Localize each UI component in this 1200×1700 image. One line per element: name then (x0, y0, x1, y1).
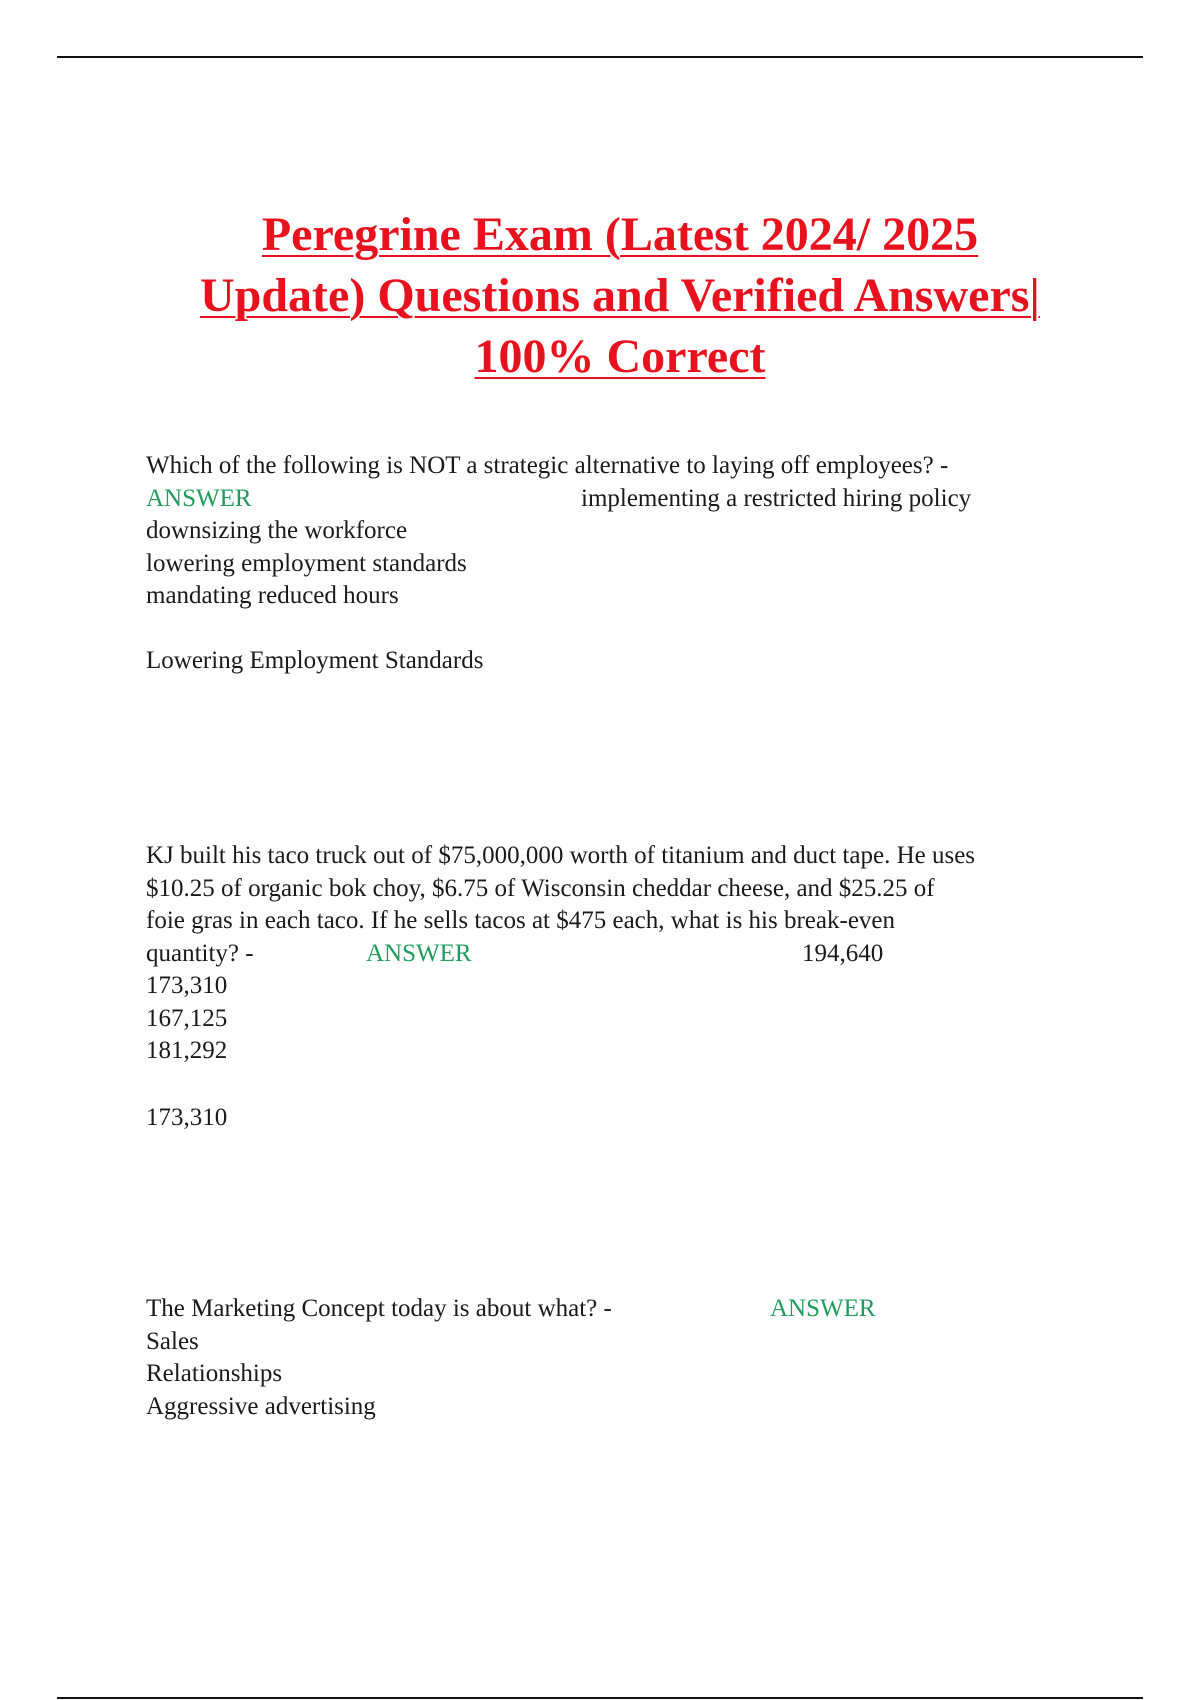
question-3-option: Sales (146, 1327, 199, 1355)
question-block-2 (146, 840, 1146, 1134)
answer-label: ANSWER (770, 1295, 876, 1322)
question-2-answer: 173,310 (146, 1103, 228, 1131)
title-line-3: 100% Correct (474, 330, 766, 383)
question-block-1 (146, 450, 1146, 677)
answer-label: ANSWER (146, 484, 252, 512)
question-1-option: lowering employment standards (146, 549, 467, 577)
question-1-prompt: Which of the following is NOT a strategic alternative to laying off employees? - (146, 452, 949, 479)
question-1-answer: Lowering Employment Standards (146, 646, 484, 674)
question-1-answer-row (146, 483, 1146, 516)
question-2-prompt-line: $10.25 of organic bok choy, $6.75 of Wisconsin cheddar cheese, and $25.25 of (146, 874, 935, 902)
title-line-1: Peregrine Exam (Latest 2024/ 2025 (261, 208, 979, 261)
question-2-prompt-line: quantity? - (146, 939, 254, 967)
question-1-option: mandating reduced hours (146, 582, 399, 609)
question-3-answer-row (146, 1293, 1146, 1326)
bottom-rule (57, 1697, 1143, 1699)
question-3-option: Relationships (146, 1360, 283, 1387)
document-title (100, 204, 1140, 387)
answer-label: ANSWER (366, 939, 472, 967)
question-2-answer-row (146, 938, 1146, 971)
question-1-option: downsizing the workforce (146, 517, 408, 544)
question-2-option: 181,292 (146, 1037, 228, 1064)
question-2-option: 167,125 (146, 1004, 228, 1032)
question-3-prompt: The Marketing Concept today is about what? - (146, 1295, 612, 1322)
question-2-option: 173,310 (146, 972, 228, 999)
question-2-first-option: 194,640 (802, 939, 884, 967)
question-3-option: Aggressive advertising (146, 1392, 376, 1420)
question-2-prompt-line: foie gras in each taco. If he sells tacos at $475 each, what is his break-even (146, 907, 896, 934)
top-rule (57, 56, 1143, 58)
question-block-3 (146, 1293, 1146, 1423)
question-2-prompt-line: KJ built his taco truck out of $75,000,000 worth of titanium and duct tape. He uses (146, 842, 976, 869)
title-line-2: Update) Questions and Verified Answers| (200, 269, 1040, 322)
question-1-first-option: implementing a restricted hiring policy (581, 484, 972, 512)
